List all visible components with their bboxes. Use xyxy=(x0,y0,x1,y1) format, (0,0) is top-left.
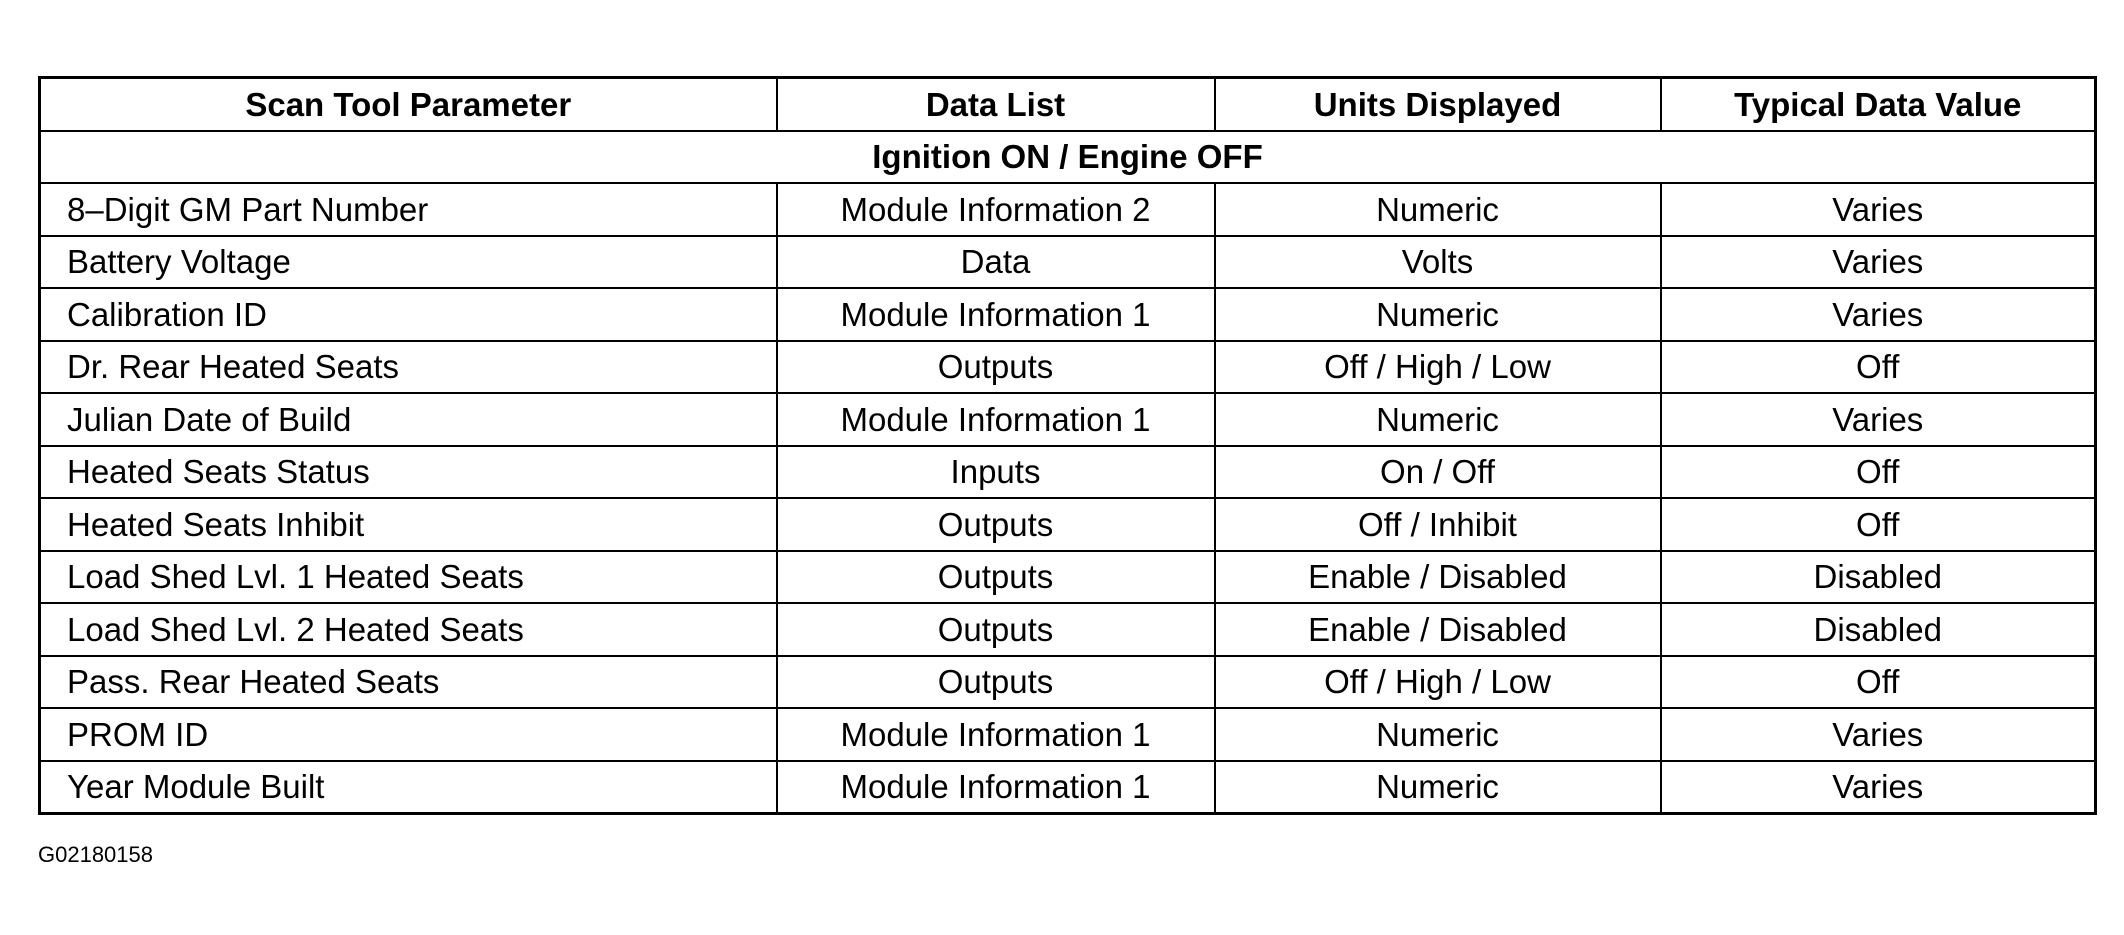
cell-parameter: Julian Date of Build xyxy=(40,393,777,446)
table-row xyxy=(40,761,2096,814)
cell-data-list: Data xyxy=(777,236,1215,289)
table-row xyxy=(40,288,2096,341)
cell-data-list: Inputs xyxy=(777,446,1215,499)
table-row xyxy=(40,603,2096,656)
cell-units: Enable / Disabled xyxy=(1215,551,1661,604)
table-row xyxy=(40,708,2096,761)
cell-typical-value: Off xyxy=(1661,446,2096,499)
cell-units: Off / High / Low xyxy=(1215,341,1661,394)
cell-parameter: 8–Digit GM Part Number xyxy=(40,183,777,236)
cell-data-list: Outputs xyxy=(777,603,1215,656)
section-row xyxy=(40,131,2096,184)
cell-parameter: Year Module Built xyxy=(40,761,777,814)
figure-id: G02180158 xyxy=(38,842,153,867)
table-row xyxy=(40,341,2096,394)
cell-data-list: Module Information 1 xyxy=(777,288,1215,341)
cell-parameter: Calibration ID xyxy=(40,288,777,341)
cell-data-list: Outputs xyxy=(777,341,1215,394)
cell-units: Numeric xyxy=(1215,708,1661,761)
cell-data-list: Module Information 1 xyxy=(777,761,1215,814)
header-scan-tool-parameter: Scan Tool Parameter xyxy=(40,78,777,131)
cell-typical-value: Disabled xyxy=(1661,603,2096,656)
cell-parameter: Heated Seats Status xyxy=(40,446,777,499)
scan-tool-data-table xyxy=(38,76,2097,815)
cell-parameter: Load Shed Lvl. 1 Heated Seats xyxy=(40,551,777,604)
table-header-row xyxy=(40,78,2096,131)
header-units-displayed: Units Displayed xyxy=(1215,78,1661,131)
cell-units: Off / Inhibit xyxy=(1215,498,1661,551)
cell-typical-value: Varies xyxy=(1661,288,2096,341)
cell-typical-value: Varies xyxy=(1661,393,2096,446)
cell-units: Enable / Disabled xyxy=(1215,603,1661,656)
cell-parameter: Battery Voltage xyxy=(40,236,777,289)
cell-units: Numeric xyxy=(1215,761,1661,814)
table-row xyxy=(40,656,2096,709)
cell-units: On / Off xyxy=(1215,446,1661,499)
cell-typical-value: Varies xyxy=(1661,761,2096,814)
cell-units: Numeric xyxy=(1215,393,1661,446)
cell-typical-value: Varies xyxy=(1661,183,2096,236)
cell-data-list: Module Information 2 xyxy=(777,183,1215,236)
scan-tool-data-table-container xyxy=(38,76,2094,815)
section-title: Ignition ON / Engine OFF xyxy=(40,131,2096,184)
cell-parameter: Heated Seats Inhibit xyxy=(40,498,777,551)
cell-data-list: Module Information 1 xyxy=(777,708,1215,761)
table-row xyxy=(40,551,2096,604)
cell-typical-value: Varies xyxy=(1661,708,2096,761)
cell-data-list: Outputs xyxy=(777,551,1215,604)
table-row xyxy=(40,498,2096,551)
cell-units: Off / High / Low xyxy=(1215,656,1661,709)
table-row xyxy=(40,393,2096,446)
cell-typical-value: Varies xyxy=(1661,236,2096,289)
cell-units: Volts xyxy=(1215,236,1661,289)
table-row xyxy=(40,183,2096,236)
header-typical-data-value: Typical Data Value xyxy=(1661,78,2096,131)
table-row xyxy=(40,446,2096,499)
cell-typical-value: Off xyxy=(1661,341,2096,394)
cell-units: Numeric xyxy=(1215,288,1661,341)
cell-data-list: Outputs xyxy=(777,498,1215,551)
cell-typical-value: Off xyxy=(1661,498,2096,551)
cell-units: Numeric xyxy=(1215,183,1661,236)
cell-data-list: Outputs xyxy=(777,656,1215,709)
cell-parameter: Load Shed Lvl. 2 Heated Seats xyxy=(40,603,777,656)
cell-parameter: Dr. Rear Heated Seats xyxy=(40,341,777,394)
cell-data-list: Module Information 1 xyxy=(777,393,1215,446)
cell-parameter: Pass. Rear Heated Seats xyxy=(40,656,777,709)
table-row xyxy=(40,236,2096,289)
cell-typical-value: Off xyxy=(1661,656,2096,709)
header-data-list: Data List xyxy=(777,78,1215,131)
cell-parameter: PROM ID xyxy=(40,708,777,761)
cell-typical-value: Disabled xyxy=(1661,551,2096,604)
